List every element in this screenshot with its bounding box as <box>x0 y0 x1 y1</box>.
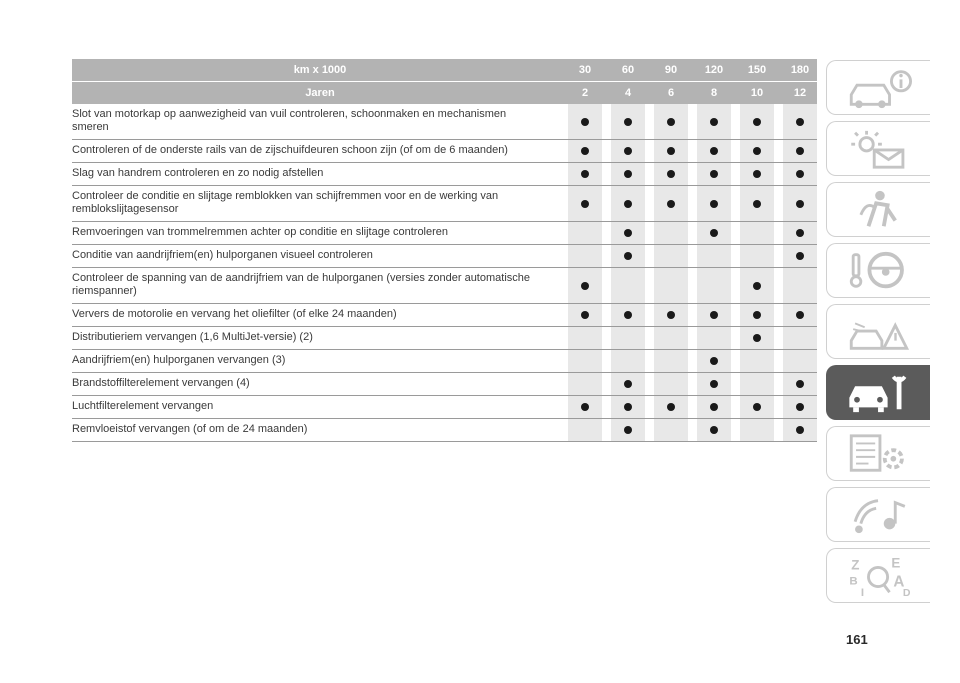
interval-cell <box>654 140 688 162</box>
row-description: Brandstoffilterelement vervangen (4) <box>72 377 250 389</box>
interval-cell <box>611 104 645 139</box>
interval-cell <box>783 419 817 441</box>
row-description: Remvloeistof vervangen (of om de 24 maanden) <box>72 423 308 435</box>
service-dot-icon <box>796 311 804 319</box>
interval-cell <box>654 186 688 221</box>
interval-cell <box>697 163 731 185</box>
service-dot-icon <box>667 147 675 155</box>
service-dot-icon <box>796 426 804 434</box>
table-row <box>72 245 817 268</box>
interval-cell <box>568 245 602 267</box>
service-dot-icon <box>667 311 675 319</box>
header-km-value-0: 30 <box>578 64 592 76</box>
interval-cell <box>611 222 645 244</box>
row-description: Slot van motorkap op aanwezigheid van vuil controleren, schoonmaken en mechanismen smeren <box>72 108 507 133</box>
service-dot-icon <box>753 147 761 155</box>
service-dot-icon <box>710 147 718 155</box>
interval-cell <box>783 163 817 185</box>
chapter-tab-3[interactable] <box>826 182 930 237</box>
interval-cell <box>697 222 731 244</box>
service-dot-icon <box>624 118 632 126</box>
page-number: 161 <box>846 632 868 647</box>
table-row <box>72 268 817 304</box>
car-maintenance-icon <box>844 371 914 415</box>
interval-cell <box>740 268 774 303</box>
interval-cell <box>697 104 731 139</box>
service-dot-icon <box>796 170 804 178</box>
interval-cell <box>568 186 602 221</box>
interval-cell <box>697 245 731 267</box>
table-row <box>72 419 817 442</box>
interval-cell <box>568 304 602 326</box>
header-km-value-3: 120 <box>704 64 724 76</box>
interval-cell <box>740 104 774 139</box>
row-description: Conditie van aandrijfriem(en) hulporganen visueel controleren <box>72 249 373 261</box>
interval-cell <box>740 304 774 326</box>
interval-cell <box>740 245 774 267</box>
interval-cell <box>783 396 817 418</box>
chapter-tab-6[interactable] <box>826 365 930 420</box>
service-dot-icon <box>796 200 804 208</box>
service-dot-icon <box>796 380 804 388</box>
interval-cell <box>740 350 774 372</box>
header-km-value-5: 180 <box>790 64 810 76</box>
interval-cell <box>697 327 731 349</box>
table-row <box>72 304 817 327</box>
service-dot-icon <box>796 252 804 260</box>
interval-cell <box>783 327 817 349</box>
svg-text:D: D <box>902 586 911 598</box>
interval-cell <box>568 327 602 349</box>
service-dot-icon <box>753 403 761 411</box>
interval-cell <box>783 222 817 244</box>
chapter-tab-4[interactable] <box>826 243 930 298</box>
interval-cell <box>611 140 645 162</box>
service-dot-icon <box>710 380 718 388</box>
service-dot-icon <box>710 170 718 178</box>
row-description: Luchtfilterelement vervangen <box>72 400 214 412</box>
service-dot-icon <box>667 200 675 208</box>
service-dot-icon <box>753 282 761 290</box>
chapter-tab-8[interactable] <box>826 487 930 542</box>
service-dot-icon <box>624 311 632 319</box>
interval-cell <box>611 396 645 418</box>
table-row <box>72 350 817 373</box>
table-row <box>72 396 817 419</box>
service-dot-icon <box>753 334 761 342</box>
table-row <box>72 327 817 350</box>
interval-cell <box>740 419 774 441</box>
table-row <box>72 186 817 222</box>
service-dot-icon <box>796 147 804 155</box>
chapter-tab-9[interactable] <box>826 548 930 603</box>
service-dot-icon <box>581 311 589 319</box>
chapter-tab-2[interactable] <box>826 121 930 176</box>
row-description: Ververs de motorolie en vervang het oliefilter (of elke 24 maanden) <box>72 308 397 320</box>
svg-text:B: B <box>848 575 858 588</box>
table-header-km <box>72 59 817 81</box>
interval-cell <box>654 304 688 326</box>
service-dot-icon <box>624 170 632 178</box>
multimedia-icon <box>844 493 914 537</box>
interval-cell <box>611 304 645 326</box>
service-dot-icon <box>753 311 761 319</box>
interval-cell <box>654 104 688 139</box>
header-km-value-2: 90 <box>664 64 678 76</box>
svg-text:I: I <box>860 586 864 598</box>
safety-airbag-icon <box>844 188 914 232</box>
service-dot-icon <box>667 403 675 411</box>
service-dot-icon <box>710 229 718 237</box>
car-emergency-icon <box>844 310 914 354</box>
service-dot-icon <box>581 147 589 155</box>
service-dot-icon <box>624 403 632 411</box>
service-dot-icon <box>581 170 589 178</box>
interval-cell <box>783 245 817 267</box>
row-description: Slag van handrem controleren en zo nodig afstellen <box>72 167 324 179</box>
interval-cell <box>654 373 688 395</box>
table-body <box>72 104 817 442</box>
service-dot-icon <box>667 170 675 178</box>
interval-cell <box>568 222 602 244</box>
interval-cell <box>697 350 731 372</box>
header-years-label: Jaren <box>305 87 335 99</box>
interval-cell <box>654 396 688 418</box>
interval-cell <box>740 327 774 349</box>
interval-cell <box>611 245 645 267</box>
row-description: Distributieriem vervangen (1,6 MultiJet-versie) (2) <box>72 331 313 343</box>
interval-cell <box>697 140 731 162</box>
interval-cell <box>783 350 817 372</box>
car-info-icon <box>844 66 914 110</box>
service-dot-icon <box>753 200 761 208</box>
service-dot-icon <box>624 380 632 388</box>
table-row <box>72 104 817 140</box>
service-dot-icon <box>796 403 804 411</box>
interval-cell <box>783 140 817 162</box>
interval-cell <box>697 268 731 303</box>
row-description: Controleer de conditie en slijtage remblokken van schijfremmen voor en de werking van remblokslijtagesensor <box>72 190 499 215</box>
service-dot-icon <box>624 229 632 237</box>
index-icon <box>844 554 914 598</box>
interval-cell <box>654 268 688 303</box>
table-row <box>72 163 817 186</box>
interval-cell <box>568 104 602 139</box>
warning-lights-icon <box>844 127 914 171</box>
interval-cell <box>611 186 645 221</box>
service-dot-icon <box>753 170 761 178</box>
interval-cell <box>740 396 774 418</box>
interval-cell <box>783 268 817 303</box>
interval-cell <box>654 419 688 441</box>
service-dot-icon <box>624 252 632 260</box>
service-dot-icon <box>581 282 589 290</box>
service-dot-icon <box>581 118 589 126</box>
row-description: Controleren of de onderste rails van de zijschuifdeuren schoon zijn (of om de 6 maanden) <box>72 144 508 156</box>
service-dot-icon <box>667 118 675 126</box>
steering-wheel-key-icon <box>844 249 914 293</box>
service-dot-icon <box>710 403 718 411</box>
interval-cell <box>654 245 688 267</box>
header-km-value-4: 150 <box>747 64 767 76</box>
chapter-tab-7[interactable] <box>826 426 930 481</box>
interval-cell <box>568 350 602 372</box>
interval-cell <box>654 163 688 185</box>
service-dot-icon <box>624 200 632 208</box>
interval-cell <box>611 419 645 441</box>
header-years-value-0: 2 <box>581 87 589 99</box>
interval-cell <box>740 140 774 162</box>
interval-cell <box>697 186 731 221</box>
svg-text:E: E <box>890 554 900 570</box>
interval-cell <box>654 350 688 372</box>
interval-cell <box>568 419 602 441</box>
maintenance-table <box>72 59 817 442</box>
technical-data-icon <box>844 432 914 476</box>
header-years-value-5: 12 <box>793 87 807 99</box>
interval-cell <box>654 327 688 349</box>
interval-cell <box>697 419 731 441</box>
service-dot-icon <box>710 357 718 365</box>
interval-cell <box>783 186 817 221</box>
interval-cell <box>740 373 774 395</box>
table-row <box>72 222 817 245</box>
interval-cell <box>568 140 602 162</box>
interval-cell <box>568 396 602 418</box>
interval-cell <box>783 304 817 326</box>
interval-cell <box>740 186 774 221</box>
service-dot-icon <box>753 118 761 126</box>
row-description: Controleer de spanning van de aandrijfriem van de hulporganen (versies zonder automatische riemspanner) <box>72 272 530 297</box>
interval-cell <box>697 373 731 395</box>
svg-text:A: A <box>892 573 904 591</box>
header-years-value-1: 4 <box>624 87 632 99</box>
header-km-value-1: 60 <box>621 64 635 76</box>
row-description: Aandrijfriem(en) hulporganen vervangen (3) <box>72 354 286 366</box>
interval-cell <box>568 268 602 303</box>
service-dot-icon <box>796 229 804 237</box>
interval-cell <box>568 163 602 185</box>
header-years-value-4: 10 <box>750 87 764 99</box>
interval-cell <box>611 163 645 185</box>
table-row <box>72 140 817 163</box>
service-dot-icon <box>624 147 632 155</box>
service-dot-icon <box>581 403 589 411</box>
header-km-label: km x 1000 <box>293 64 347 76</box>
interval-cell <box>611 327 645 349</box>
service-dot-icon <box>624 426 632 434</box>
service-dot-icon <box>710 311 718 319</box>
interval-cell <box>697 396 731 418</box>
header-years-value-2: 6 <box>667 87 675 99</box>
chapter-tab-5[interactable] <box>826 304 930 359</box>
service-dot-icon <box>710 426 718 434</box>
table-row <box>72 373 817 396</box>
service-dot-icon <box>710 118 718 126</box>
interval-cell <box>568 373 602 395</box>
service-dot-icon <box>710 200 718 208</box>
interval-cell <box>783 104 817 139</box>
svg-text:Z: Z <box>850 556 859 572</box>
interval-cell <box>740 222 774 244</box>
chapter-tabs <box>826 60 930 609</box>
interval-cell <box>783 373 817 395</box>
chapter-tab-1[interactable] <box>826 60 930 115</box>
interval-cell <box>611 373 645 395</box>
service-dot-icon <box>581 200 589 208</box>
row-description: Remvoeringen van trommelremmen achter op conditie en slijtage controleren <box>72 226 449 238</box>
interval-cell <box>740 163 774 185</box>
table-header-years <box>72 81 817 104</box>
interval-cell <box>697 304 731 326</box>
service-dot-icon <box>796 118 804 126</box>
interval-cell <box>611 268 645 303</box>
interval-cell <box>611 350 645 372</box>
interval-cell <box>654 222 688 244</box>
header-years-value-3: 8 <box>710 87 718 99</box>
